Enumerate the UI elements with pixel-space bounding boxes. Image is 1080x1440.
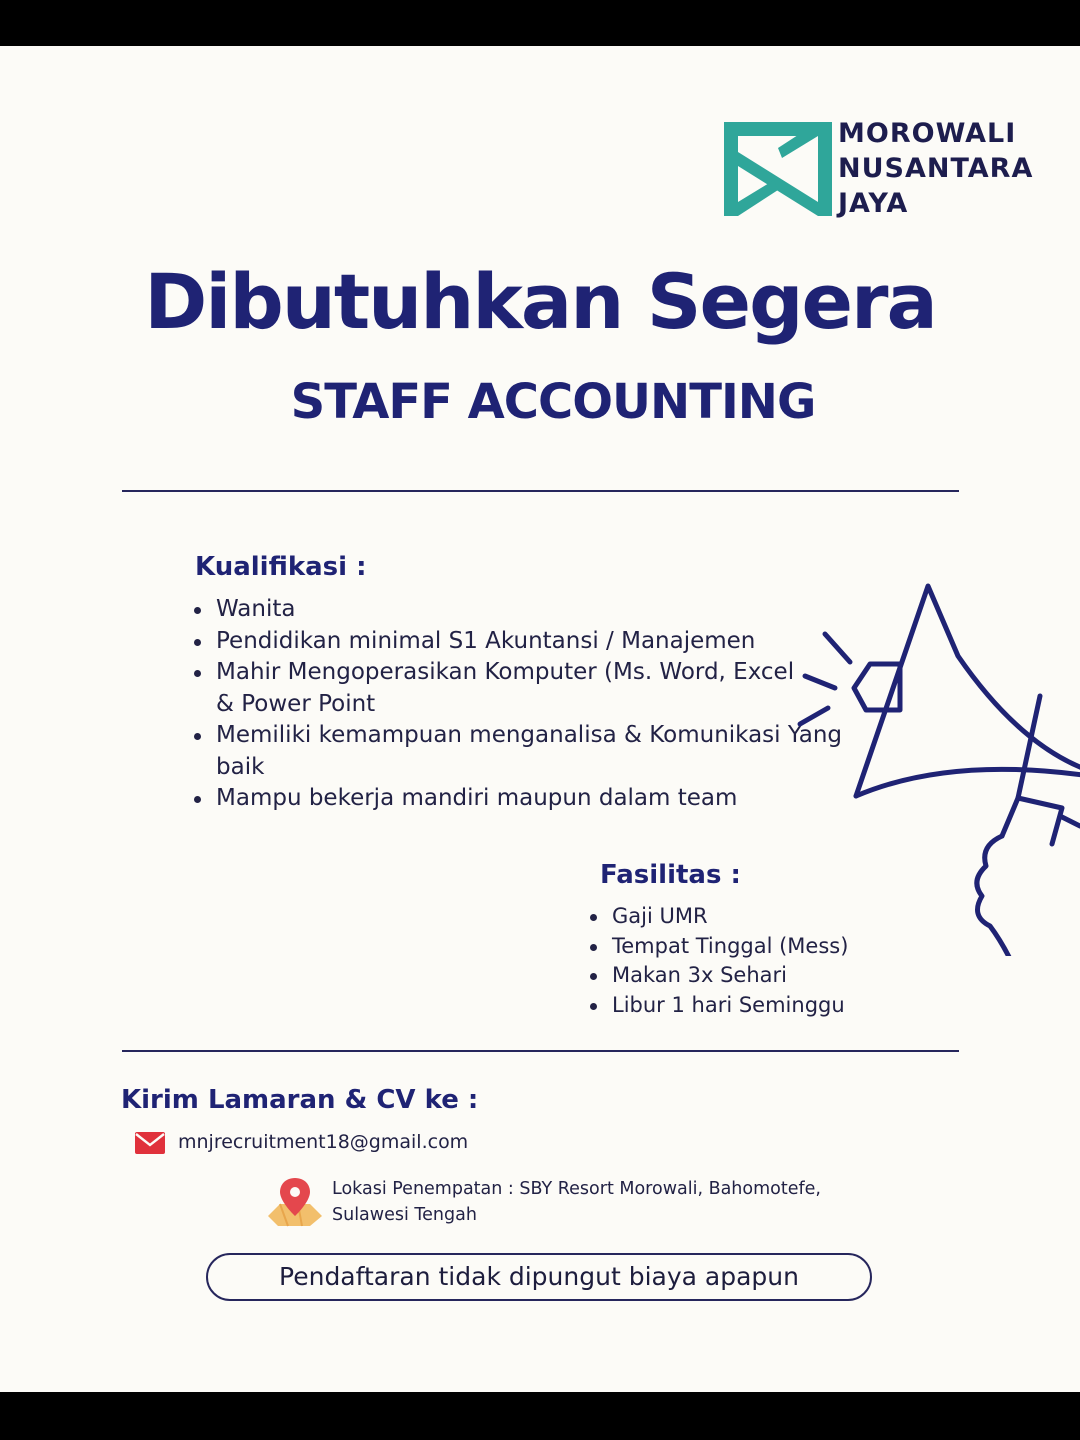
- list-item: Makan 3x Sehari: [590, 961, 910, 991]
- free-registration-notice: Pendaftaran tidak dipungut biaya apapun: [206, 1253, 872, 1301]
- company-name-line: MOROWALI: [838, 118, 1017, 149]
- qualifications-title: Kualifikasi :: [195, 552, 367, 582]
- divider-top: [122, 490, 959, 492]
- company-name-line: NUSANTARA: [838, 153, 1034, 184]
- qualifications-list: [194, 594, 864, 815]
- job-poster: [0, 46, 1080, 1392]
- facilities-title: Fasilitas :: [600, 860, 741, 890]
- map-pin-icon: [266, 1176, 324, 1228]
- list-item: Gaji UMR: [590, 902, 910, 932]
- company-name: [838, 116, 1033, 221]
- list-item: Wanita: [194, 594, 864, 626]
- list-item: Mahir Mengoperasikan Komputer (Ms. Word, Excel & Power Point: [194, 657, 806, 720]
- apply-title: Kirim Lamaran & CV ke :: [121, 1085, 479, 1115]
- logo-mark-icon: [724, 122, 832, 216]
- mail-icon: [135, 1132, 165, 1154]
- facilities-list: [590, 902, 910, 1020]
- location-text: Lokasi Penempatan : SBY Resort Morowali, Bahomotefe, Sulawesi Tengah: [332, 1179, 821, 1225]
- divider-bottom: [122, 1050, 959, 1052]
- email-link[interactable]: mnjrecruitment18@gmail.com: [178, 1131, 469, 1153]
- list-item: Libur 1 hari Seminggu: [590, 991, 910, 1021]
- headline: Dibutuhkan Segera: [144, 257, 936, 346]
- megaphone-icon: [790, 576, 1080, 956]
- list-item: Mampu bekerja mandiri maupun dalam team: [194, 783, 864, 815]
- company-name-line: JAYA: [838, 188, 909, 219]
- list-item: Memiliki kemampuan menganalisa & Komunikasi Yang baik: [194, 720, 846, 783]
- list-item: Pendidikan minimal S1 Akuntansi / Manajemen: [194, 626, 864, 658]
- list-item: Tempat Tinggal (Mess): [590, 932, 910, 962]
- position-title: STAFF ACCOUNTING: [290, 374, 816, 430]
